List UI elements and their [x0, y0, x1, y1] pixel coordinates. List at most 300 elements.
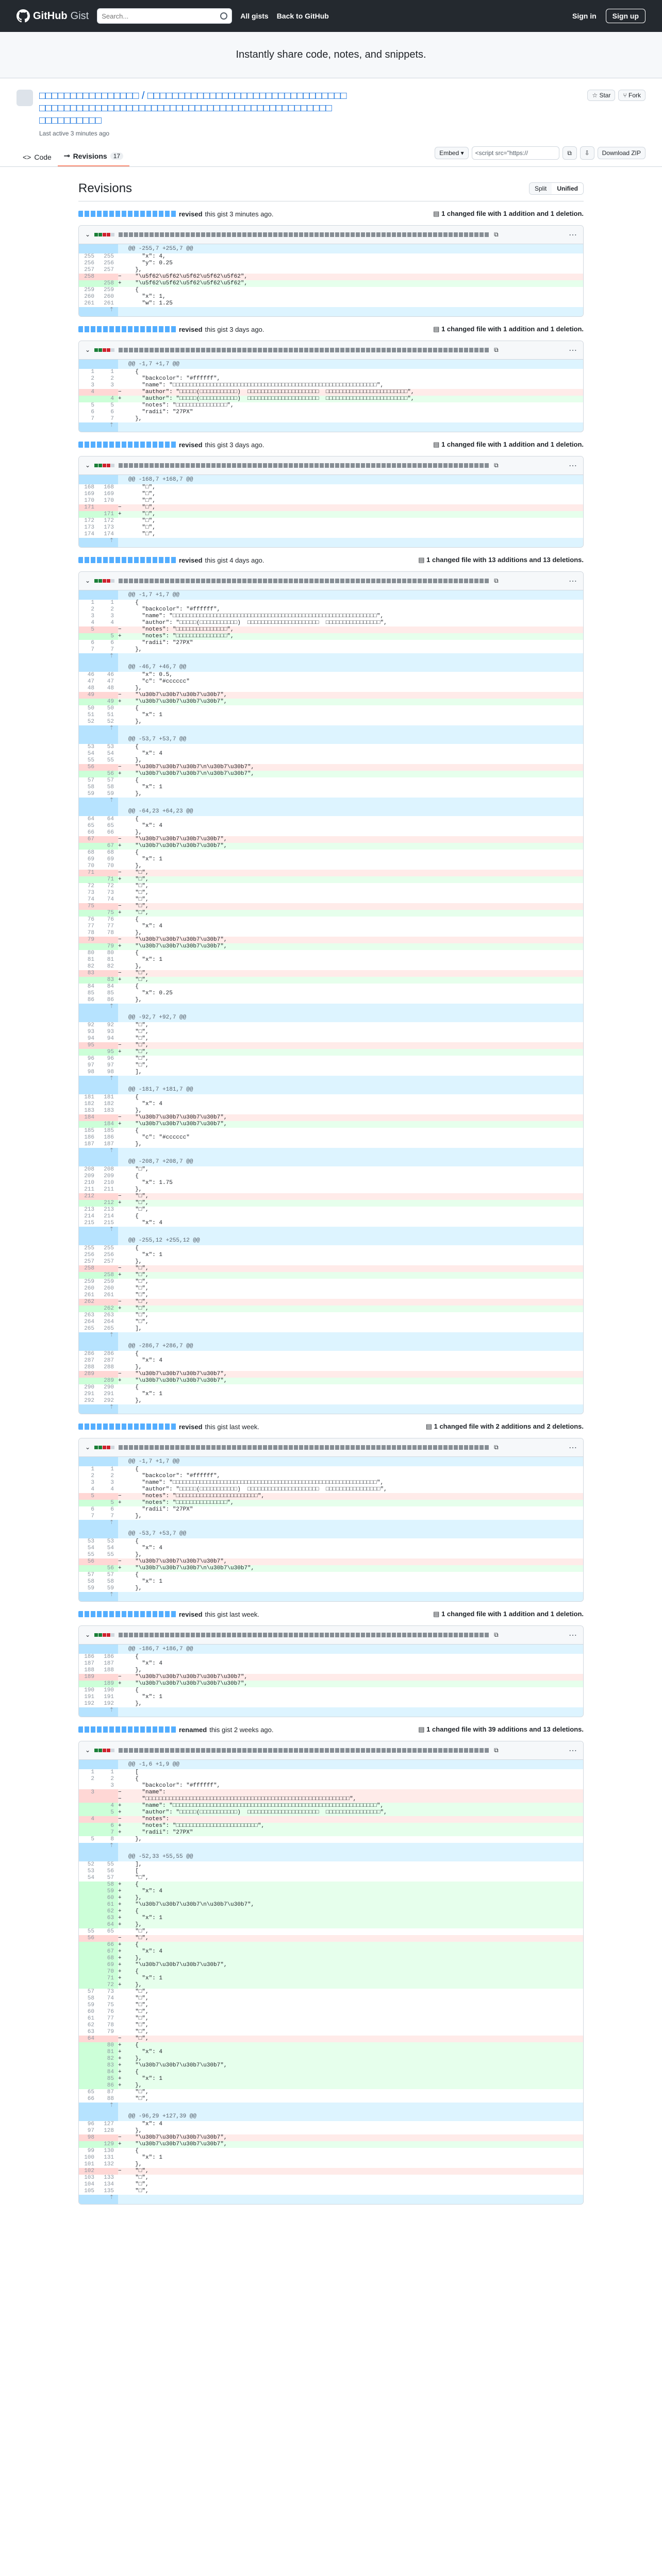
kebab-horizontal-icon[interactable]: ⋯	[569, 1443, 577, 1453]
new-line-number[interactable]	[98, 1789, 118, 1796]
expand-up-icon[interactable]: ⇡	[79, 1332, 118, 1342]
new-line-number[interactable]	[98, 626, 118, 633]
expand-row[interactable]	[79, 1076, 583, 1085]
expand-row[interactable]	[79, 2103, 583, 2112]
old-line-number[interactable]: 3	[91, 1480, 94, 1486]
old-line-number[interactable]	[79, 1823, 98, 1829]
new-line-number[interactable]: 93	[107, 1029, 114, 1035]
old-line-number[interactable]: 185	[84, 1128, 94, 1134]
new-line-number[interactable]: 188	[104, 1667, 114, 1673]
old-line-number[interactable]: 103	[84, 2175, 94, 2181]
expand-up-icon[interactable]: ⇡	[79, 653, 118, 663]
new-line-number[interactable]: 2	[110, 376, 114, 382]
old-line-number[interactable]: 5	[79, 1493, 98, 1500]
old-line-number[interactable]: 286	[84, 1351, 94, 1357]
new-line-number[interactable]: 7	[110, 1513, 114, 1519]
new-line-number[interactable]: 171	[98, 511, 118, 518]
old-line-number[interactable]	[79, 1948, 98, 1955]
author-name-redacted[interactable]	[78, 1726, 176, 1733]
new-line-number[interactable]: 209	[104, 1173, 114, 1179]
old-line-number[interactable]: 66	[87, 2096, 94, 2102]
old-line-number[interactable]: 7	[91, 416, 94, 422]
new-line-number[interactable]	[98, 504, 118, 511]
new-line-number[interactable]: 170	[104, 498, 114, 504]
old-line-number[interactable]	[79, 2141, 98, 2148]
old-line-number[interactable]: 259	[84, 287, 94, 293]
old-line-number[interactable]	[79, 633, 98, 640]
new-line-number[interactable]: 7	[110, 416, 114, 422]
old-line-number[interactable]: 73	[87, 890, 94, 896]
new-line-number[interactable]: 79	[98, 943, 118, 950]
new-line-number[interactable]: 212	[98, 1200, 118, 1207]
copy-path-icon[interactable]: ⧉	[494, 1444, 499, 1451]
new-line-number[interactable]: 81	[107, 957, 114, 963]
new-line-number[interactable]: 265	[104, 1326, 114, 1332]
new-line-number[interactable]: 5	[110, 402, 114, 409]
old-line-number[interactable]: 208	[84, 1166, 94, 1173]
old-line-number[interactable]: 64	[87, 816, 94, 822]
tab-revisions[interactable]	[58, 151, 129, 166]
old-line-number[interactable]: 104	[84, 2181, 94, 2188]
old-line-number[interactable]	[79, 2076, 98, 2082]
new-line-number[interactable]: 73	[107, 1989, 114, 1995]
new-line-number[interactable]: 5	[98, 1809, 118, 1816]
old-line-number[interactable]	[79, 1500, 98, 1506]
old-line-number[interactable]	[79, 396, 98, 402]
chevron-down-icon[interactable]: ⌄	[85, 578, 91, 585]
old-line-number[interactable]: 81	[87, 957, 94, 963]
old-line-number[interactable]: 3	[91, 382, 94, 388]
old-line-number[interactable]: 287	[84, 1358, 94, 1364]
old-line-number[interactable]: 257	[84, 267, 94, 273]
old-line-number[interactable]	[79, 1049, 98, 1056]
old-line-number[interactable]: 187	[84, 1660, 94, 1667]
new-line-number[interactable]: 70	[107, 863, 114, 869]
old-line-number[interactable]	[79, 2069, 98, 2076]
new-line-number[interactable]: 183	[104, 1108, 114, 1114]
old-line-number[interactable]: 209	[84, 1173, 94, 1179]
old-line-number[interactable]: 291	[84, 1391, 94, 1397]
expand-down-row[interactable]	[79, 422, 583, 432]
expand-row[interactable]	[79, 1148, 583, 1157]
old-line-number[interactable]: 255	[84, 1245, 94, 1251]
new-line-number[interactable]: 62	[98, 1908, 118, 1915]
new-line-number[interactable]: 258	[98, 1272, 118, 1279]
kebab-horizontal-icon[interactable]: ⋯	[569, 230, 577, 240]
new-line-number[interactable]: 185	[104, 1128, 114, 1134]
old-line-number[interactable]: 4	[79, 389, 98, 396]
old-line-number[interactable]: 6	[91, 1506, 94, 1513]
new-line-number[interactable]: 66	[107, 829, 114, 836]
new-line-number[interactable]	[98, 1114, 118, 1121]
new-line-number[interactable]	[98, 2036, 118, 2042]
old-line-number[interactable]: 57	[87, 1572, 94, 1578]
old-line-number[interactable]: 52	[87, 719, 94, 725]
new-line-number[interactable]: 59	[107, 791, 114, 797]
old-line-number[interactable]: 60	[87, 2009, 94, 2015]
old-line-number[interactable]: 74	[87, 896, 94, 903]
new-line-number[interactable]: 172	[104, 518, 114, 524]
expand-up-icon[interactable]: ⇡	[79, 1148, 118, 1157]
new-line-number[interactable]: 72	[98, 1982, 118, 1989]
old-line-number[interactable]	[79, 1200, 98, 1207]
old-line-number[interactable]	[79, 1942, 98, 1948]
gist-title-line[interactable]: □□□□□□□□□□□□□□□□ / □□□□□□□□□□□□□□□□□□□□□□□□□□□□□□□□	[39, 90, 347, 101]
file-name-redacted[interactable]	[119, 463, 490, 468]
old-line-number[interactable]	[79, 1783, 98, 1789]
new-line-number[interactable]: 75	[107, 2002, 114, 2008]
old-line-number[interactable]	[79, 1796, 98, 1803]
old-line-number[interactable]: 99	[87, 2148, 94, 2154]
chevron-down-icon[interactable]: ⌄	[85, 1444, 91, 1451]
new-line-number[interactable]: 84	[98, 2069, 118, 2076]
new-line-number[interactable]: 264	[104, 1319, 114, 1325]
old-line-number[interactable]: 54	[87, 1875, 94, 1881]
new-line-number[interactable]: 69	[107, 856, 114, 862]
new-line-number[interactable]: 187	[104, 1141, 114, 1147]
expand-up-icon[interactable]: ⇡	[79, 1227, 118, 1236]
old-line-number[interactable]	[79, 699, 98, 705]
author-name-redacted[interactable]	[78, 211, 176, 217]
new-line-number[interactable]: 59	[98, 1888, 118, 1895]
old-line-number[interactable]	[79, 1962, 98, 1969]
new-line-number[interactable]: 288	[104, 1364, 114, 1370]
new-line-number[interactable]	[98, 1558, 118, 1565]
new-line-number[interactable]: 87	[107, 2089, 114, 2095]
old-line-number[interactable]: 58	[87, 1995, 94, 2002]
new-line-number[interactable]: 47	[107, 679, 114, 685]
old-line-number[interactable]: 259	[84, 1279, 94, 1285]
new-line-number[interactable]: 54	[107, 751, 114, 757]
old-line-number[interactable]: 97	[87, 2128, 94, 2134]
new-line-number[interactable]: 287	[104, 1358, 114, 1364]
new-line-number[interactable]: 258	[98, 280, 118, 287]
new-line-number[interactable]: 286	[104, 1351, 114, 1357]
new-line-number[interactable]: 5	[98, 633, 118, 640]
old-line-number[interactable]: 98	[79, 2134, 98, 2141]
author-name-redacted[interactable]	[78, 1611, 176, 1617]
old-line-number[interactable]: 171	[79, 504, 98, 511]
new-line-number[interactable]	[98, 836, 118, 843]
new-line-number[interactable]: 49	[98, 699, 118, 705]
new-line-number[interactable]: 48	[107, 685, 114, 691]
new-line-number[interactable]	[98, 903, 118, 910]
new-line-number[interactable]	[98, 1796, 118, 1803]
new-line-number[interactable]: 5	[98, 1500, 118, 1506]
gist-title[interactable]	[39, 90, 529, 127]
new-line-number[interactable]: 85	[107, 990, 114, 996]
new-line-number[interactable]: 133	[104, 2175, 114, 2181]
old-line-number[interactable]: 264	[84, 1319, 94, 1325]
old-line-number[interactable]: 4	[91, 620, 94, 626]
old-line-number[interactable]: 93	[87, 1029, 94, 1035]
new-line-number[interactable]: 6	[110, 409, 114, 415]
new-line-number[interactable]	[98, 1371, 118, 1378]
new-line-number[interactable]: 173	[104, 524, 114, 531]
old-line-number[interactable]: 65	[87, 2089, 94, 2095]
new-line-number[interactable]: 53	[107, 1538, 114, 1545]
expand-down-row[interactable]	[79, 1592, 583, 1601]
expand-up-icon[interactable]: ⇡	[79, 1707, 118, 1717]
new-line-number[interactable]: 53	[107, 744, 114, 750]
new-line-number[interactable]: 4	[98, 396, 118, 402]
expand-row[interactable]	[79, 1227, 583, 1236]
old-line-number[interactable]: 186	[84, 1654, 94, 1660]
new-line-number[interactable]: 187	[104, 1660, 114, 1667]
new-line-number[interactable]	[98, 274, 118, 280]
expand-up-icon[interactable]: ⇡	[79, 2195, 118, 2204]
new-line-number[interactable]: 55	[107, 1552, 114, 1558]
old-line-number[interactable]: 47	[87, 679, 94, 685]
embed-select[interactable]: Embed ▾	[435, 147, 468, 159]
old-line-number[interactable]: 56	[79, 1558, 98, 1565]
old-line-number[interactable]: 192	[84, 1701, 94, 1707]
file-name-redacted[interactable]	[119, 348, 490, 352]
old-line-number[interactable]: 56	[79, 764, 98, 771]
old-line-number[interactable]: 79	[79, 937, 98, 943]
old-line-number[interactable]: 3	[79, 1789, 98, 1796]
new-line-number[interactable]	[98, 1816, 118, 1823]
old-line-number[interactable]: 58	[87, 1579, 94, 1585]
all-gists-link[interactable]: All gists	[240, 12, 269, 20]
old-line-number[interactable]: 85	[87, 990, 94, 996]
old-line-number[interactable]: 72	[87, 883, 94, 889]
new-line-number[interactable]: 70	[98, 1969, 118, 1975]
new-line-number[interactable]: 63	[98, 1915, 118, 1922]
old-line-number[interactable]: 2	[91, 376, 94, 382]
old-line-number[interactable]	[79, 1922, 98, 1928]
old-line-number[interactable]: 4	[79, 1816, 98, 1823]
new-line-number[interactable]: 97	[107, 1062, 114, 1069]
new-line-number[interactable]: 263	[104, 1312, 114, 1318]
old-line-number[interactable]	[79, 1888, 98, 1895]
old-line-number[interactable]: 55	[87, 1928, 94, 1935]
new-line-number[interactable]: 67	[98, 1948, 118, 1955]
copy-icon[interactable]: ⧉	[562, 146, 577, 160]
old-line-number[interactable]: 54	[87, 751, 94, 757]
search-input[interactable]	[102, 12, 220, 20]
expand-up-icon[interactable]: ⇡	[79, 1843, 118, 1852]
old-line-number[interactable]	[79, 1681, 98, 1687]
expand-down-row[interactable]	[79, 2195, 583, 2204]
old-line-number[interactable]: 98	[87, 1069, 94, 1075]
expand-row[interactable]	[79, 1520, 583, 1529]
new-line-number[interactable]: 210	[104, 1180, 114, 1186]
old-line-number[interactable]	[79, 1908, 98, 1915]
new-line-number[interactable]: 51	[107, 712, 114, 718]
new-line-number[interactable]: 71	[98, 876, 118, 883]
new-line-number[interactable]: 135	[104, 2188, 114, 2194]
unified-view-button[interactable]: Unified	[552, 183, 583, 194]
new-line-number[interactable]: 79	[107, 2029, 114, 2035]
new-line-number[interactable]: 58	[107, 1579, 114, 1585]
old-line-number[interactable]	[79, 977, 98, 984]
new-line-number[interactable]	[98, 389, 118, 396]
new-line-number[interactable]	[98, 692, 118, 699]
new-line-number[interactable]	[98, 970, 118, 977]
expand-down-row[interactable]	[79, 1404, 583, 1414]
old-line-number[interactable]: 212	[79, 1193, 98, 1200]
old-line-number[interactable]: 54	[87, 1545, 94, 1551]
old-line-number[interactable]: 255	[84, 253, 94, 260]
old-line-number[interactable]: 258	[79, 274, 98, 280]
old-line-number[interactable]: 1	[91, 1466, 94, 1472]
old-line-number[interactable]: 173	[84, 524, 94, 531]
old-line-number[interactable]: 84	[87, 984, 94, 990]
expand-row[interactable]	[79, 1332, 583, 1342]
new-line-number[interactable]: 58	[98, 1882, 118, 1888]
old-line-number[interactable]	[79, 2042, 98, 2049]
expand-up-icon[interactable]: ⇡	[79, 2103, 118, 2112]
old-line-number[interactable]: 77	[87, 923, 94, 929]
old-line-number[interactable]: 49	[79, 692, 98, 699]
old-line-number[interactable]: 50	[87, 705, 94, 711]
expand-down-row[interactable]	[79, 538, 583, 547]
new-line-number[interactable]: 82	[98, 2056, 118, 2062]
file-name-redacted[interactable]	[119, 1748, 490, 1753]
expand-row[interactable]	[79, 653, 583, 663]
new-line-number[interactable]: 7	[98, 1829, 118, 1836]
new-line-number[interactable]: 83	[98, 977, 118, 984]
old-line-number[interactable]	[79, 2082, 98, 2089]
expand-down-row[interactable]	[79, 307, 583, 316]
copy-path-icon[interactable]: ⧉	[494, 231, 499, 239]
old-line-number[interactable]	[79, 1915, 98, 1922]
old-line-number[interactable]: 214	[84, 1213, 94, 1219]
old-line-number[interactable]: 53	[87, 1868, 94, 1874]
new-line-number[interactable]: 75	[98, 910, 118, 917]
new-line-number[interactable]: 55	[107, 757, 114, 764]
old-line-number[interactable]: 46	[87, 672, 94, 678]
copy-path-icon[interactable]: ⧉	[494, 1631, 499, 1639]
old-line-number[interactable]: 189	[79, 1674, 98, 1681]
new-line-number[interactable]: 4	[110, 620, 114, 626]
new-line-number[interactable]: 291	[104, 1391, 114, 1397]
old-line-number[interactable]: 5	[91, 1836, 94, 1842]
old-line-number[interactable]: 6	[91, 409, 94, 415]
new-line-number[interactable]: 3	[110, 613, 114, 619]
new-line-number[interactable]: 57	[107, 1875, 114, 1881]
new-line-number[interactable]: 56	[98, 771, 118, 777]
old-line-number[interactable]: 65	[87, 823, 94, 829]
old-line-number[interactable]: 4	[91, 1486, 94, 1493]
new-line-number[interactable]: 8	[110, 1836, 114, 1842]
new-line-number[interactable]: 67	[98, 843, 118, 850]
new-line-number[interactable]: 262	[98, 1306, 118, 1312]
old-line-number[interactable]: 213	[84, 1207, 94, 1213]
new-line-number[interactable]: 64	[98, 1922, 118, 1928]
new-line-number[interactable]: 260	[104, 294, 114, 300]
new-line-number[interactable]: 52	[107, 719, 114, 725]
old-line-number[interactable]: 7	[91, 1513, 94, 1519]
author-name-redacted[interactable]	[78, 1423, 176, 1430]
new-line-number[interactable]	[98, 870, 118, 876]
split-view-button[interactable]: Split	[529, 183, 552, 194]
new-line-number[interactable]: 81	[98, 2049, 118, 2056]
new-line-number[interactable]: 186	[104, 1134, 114, 1141]
new-line-number[interactable]	[98, 764, 118, 771]
old-line-number[interactable]	[79, 1565, 98, 1572]
new-line-number[interactable]: 82	[107, 963, 114, 970]
old-line-number[interactable]	[79, 2049, 98, 2056]
old-line-number[interactable]: 56	[79, 1935, 98, 1942]
old-line-number[interactable]: 59	[87, 1585, 94, 1591]
new-line-number[interactable]: 257	[104, 267, 114, 273]
kebab-horizontal-icon[interactable]: ⋯	[569, 461, 577, 471]
new-line-number[interactable]: 292	[104, 1398, 114, 1404]
old-line-number[interactable]: 7	[91, 647, 94, 653]
old-line-number[interactable]: 96	[87, 1056, 94, 1062]
old-line-number[interactable]: 188	[84, 1667, 94, 1673]
old-line-number[interactable]: 86	[87, 997, 94, 1003]
new-line-number[interactable]: 78	[107, 2022, 114, 2028]
old-line-number[interactable]	[79, 2062, 98, 2069]
old-line-number[interactable]: 183	[84, 1108, 94, 1114]
old-line-number[interactable]: 59	[87, 791, 94, 797]
new-line-number[interactable]: 192	[104, 1701, 114, 1707]
new-line-number[interactable]: 76	[107, 2009, 114, 2015]
old-line-number[interactable]: 1	[91, 369, 94, 375]
download-zip-button[interactable]: Download ZIP	[598, 147, 646, 159]
file-name-redacted[interactable]	[119, 232, 490, 237]
new-line-number[interactable]: 1	[110, 369, 114, 375]
new-line-number[interactable]	[98, 937, 118, 943]
expand-up-icon[interactable]: ⇡	[79, 1592, 118, 1601]
old-line-number[interactable]: 53	[87, 1538, 94, 1545]
new-line-number[interactable]: 80	[107, 950, 114, 956]
new-line-number[interactable]: 85	[98, 2076, 118, 2082]
new-line-number[interactable]: 55	[107, 1861, 114, 1868]
new-line-number[interactable]: 255	[104, 253, 114, 260]
old-line-number[interactable]: 182	[84, 1101, 94, 1107]
old-line-number[interactable]	[79, 1982, 98, 1989]
old-line-number[interactable]: 261	[84, 300, 94, 307]
back-to-github-link[interactable]: Back to GitHub	[276, 12, 329, 20]
old-line-number[interactable]: 2	[91, 606, 94, 613]
old-line-number[interactable]: 260	[84, 294, 94, 300]
new-line-number[interactable]: 2	[110, 1473, 114, 1479]
new-line-number[interactable]: 64	[107, 816, 114, 822]
old-line-number[interactable]: 256	[84, 260, 94, 266]
old-line-number[interactable]: 1	[91, 600, 94, 606]
new-line-number[interactable]: 6	[110, 1506, 114, 1513]
new-line-number[interactable]	[98, 2134, 118, 2141]
old-line-number[interactable]: 59	[87, 2002, 94, 2008]
new-line-number[interactable]: 80	[98, 2042, 118, 2049]
old-line-number[interactable]: 6	[91, 640, 94, 646]
sign-in-link[interactable]: Sign in	[572, 12, 597, 20]
new-line-number[interactable]: 98	[107, 1069, 114, 1075]
new-line-number[interactable]: 77	[107, 923, 114, 929]
copy-path-icon[interactable]: ⧉	[494, 577, 499, 585]
chevron-down-icon[interactable]: ⌄	[85, 462, 91, 469]
expand-up-icon[interactable]: ⇡	[79, 1076, 118, 1085]
old-line-number[interactable]: 48	[87, 685, 94, 691]
new-line-number[interactable]: 69	[98, 1962, 118, 1969]
chevron-down-icon[interactable]: ⌄	[85, 231, 91, 239]
old-line-number[interactable]	[79, 1969, 98, 1975]
gist-title-line[interactable]: □□□□□□□□□□□□□□□□□□□□□□□□□□□□□□□□□□□□□□□□□□□□□□□	[39, 103, 332, 114]
old-line-number[interactable]: 184	[79, 1114, 98, 1121]
old-line-number[interactable]: 181	[84, 1094, 94, 1100]
old-line-number[interactable]: 82	[87, 963, 94, 970]
old-line-number[interactable]: 190	[84, 1687, 94, 1693]
new-line-number[interactable]: 1	[110, 1466, 114, 1472]
kebab-horizontal-icon[interactable]: ⋯	[569, 1631, 577, 1640]
old-line-number[interactable]	[79, 910, 98, 917]
new-line-number[interactable]: 4	[110, 1486, 114, 1493]
new-line-number[interactable]: 56	[98, 1565, 118, 1572]
